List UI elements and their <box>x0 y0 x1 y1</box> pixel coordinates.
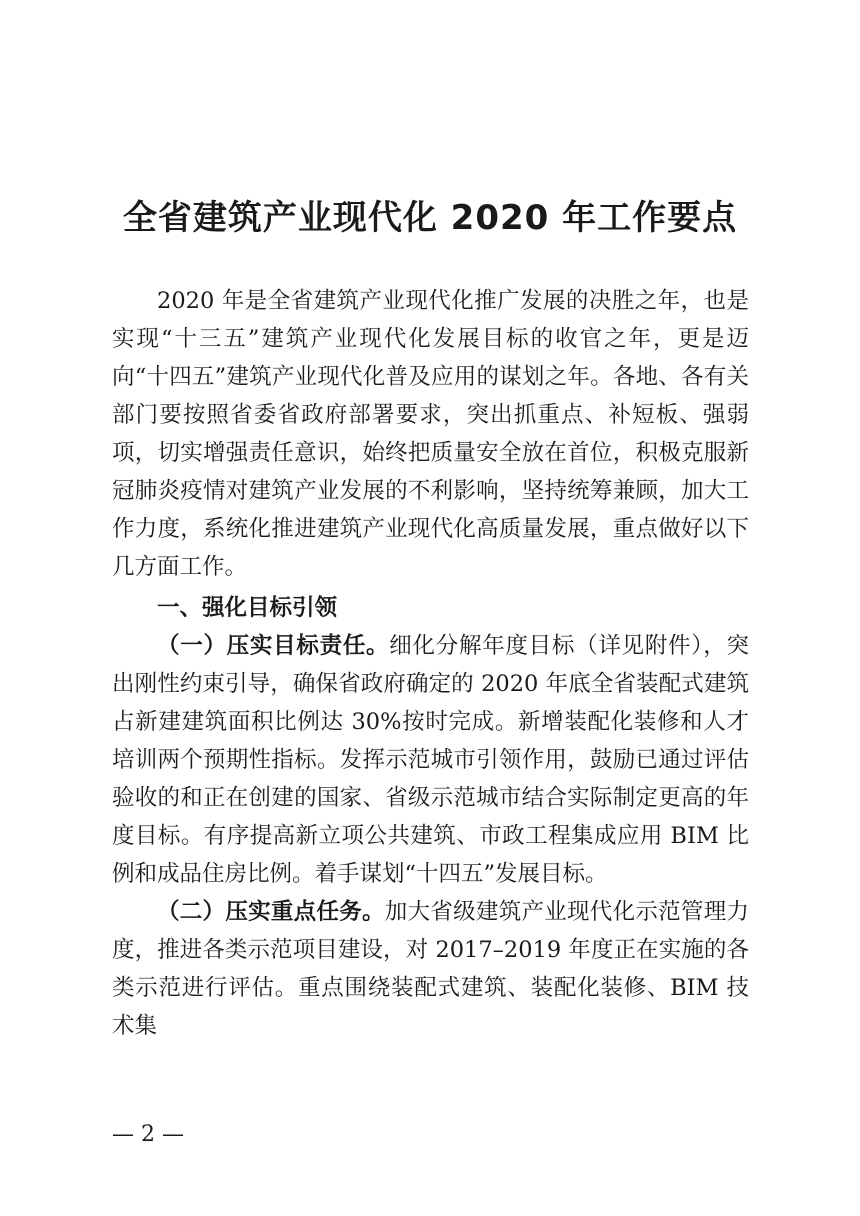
page-number: — 2 — <box>112 1122 184 1147</box>
intro-paragraph: 2020 年是全省建筑产业现代化推广发展的决胜之年，也是实现“十三五”建筑产业现代化发展目标的收官之年，更是迈向“十四五”建筑产业现代化普及应用的谋划之年。各地、各有关部门要按照省委省政府部署要求，突出抓重点、补短板、强弱项，切实增强责任意识，始终把质量安全放在首位，积极克服新冠肺炎疫情对建筑产业发展的不利影响，坚持统筹兼顾，加大工作力度，系统化推进建筑产业现代化高质量发展，重点做好以下几方面工作。 <box>112 288 749 580</box>
document-body <box>112 282 749 1045</box>
document-title: 全省建筑产业现代化 2020 年工作要点 <box>122 198 738 238</box>
item-2-label: （二）压实重点任务。 <box>157 899 385 925</box>
item-1-text: 细化分解年度目标（详见附件），突出刚性约束引导，确保省政府确定的 2020 年底全省装配式建筑占新建建筑面积比例达 30%按时完成。新增装配化装修和人才培训两个预期性指标。发挥示范城市引领作用，鼓励已通过评估验收的和正在创建的国家、省级示范城市结合实际制定更高的年度目标。有序提高新立项公共建筑、市政工程集成应用 BIM 比例和成品住房比例。着手谋划“十四五”发展目标。 <box>112 633 749 887</box>
section-heading: 一、强化目标引领 <box>157 595 338 621</box>
item-1-paragraph <box>112 627 749 893</box>
item-2-paragraph <box>112 893 749 1045</box>
item-2-text: 加大省级建筑产业现代化示范管理力度，推进各类示范项目建设，对 2017–2019 年度正在实施的各类示范进行评估。重点围绕装配式建筑、装配化装修、BIM 技术集 <box>112 899 749 1039</box>
item-1-label: （一）压实目标责任。 <box>157 633 390 659</box>
